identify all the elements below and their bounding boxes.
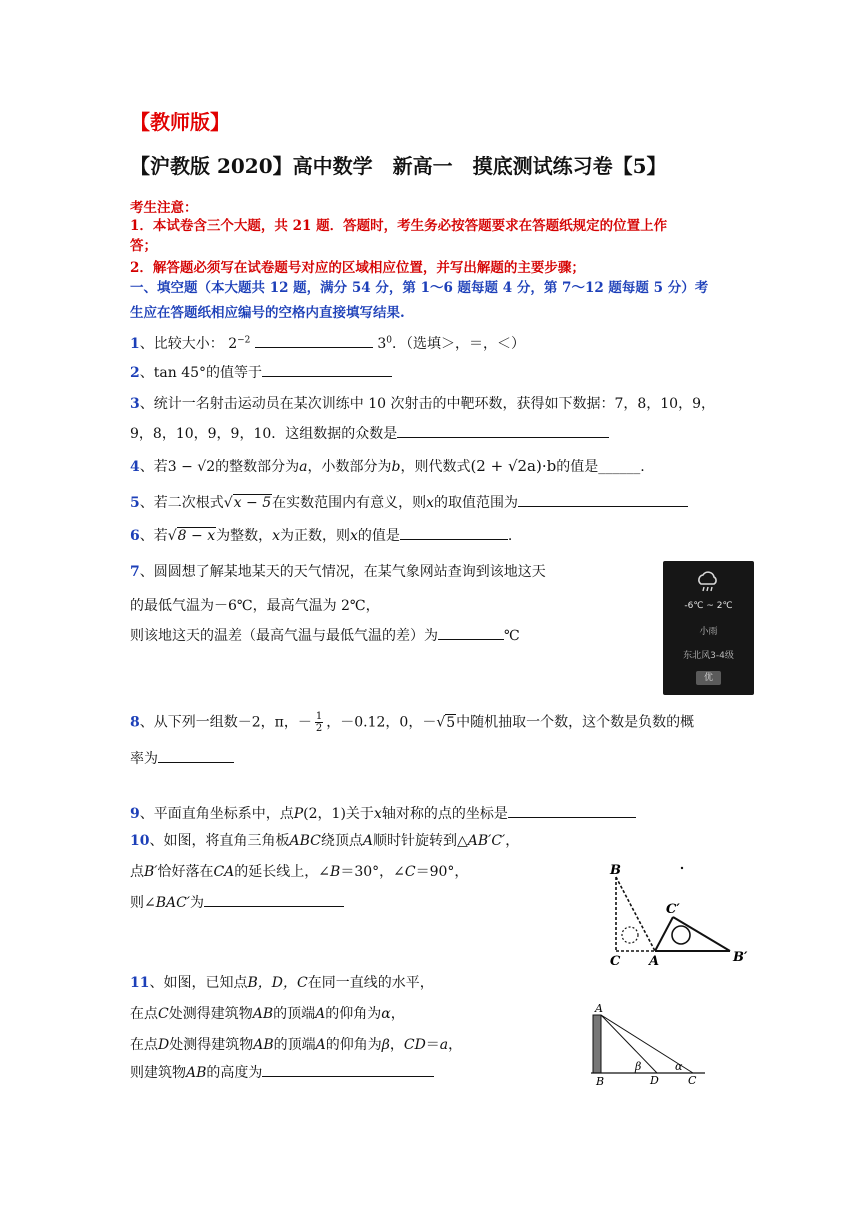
q4-var-a: a <box>299 459 308 475</box>
answer-blank-8[interactable] <box>158 748 234 763</box>
notice-line-2: 2．解答题必须写在试卷题号对应的区域相应位置，并写出解题的主要步骤； <box>130 260 585 276</box>
edition-label: 【教师版】 <box>130 110 230 134</box>
q1-base-2: 3 <box>377 336 387 352</box>
q11-text: ＝ <box>425 1037 440 1053</box>
question-5: 5、若二次根式√x − 5在实数范围内有意义，则x的取值范围为 <box>130 492 688 512</box>
q4-var-b: b <box>391 459 401 475</box>
q1-power-1 <box>228 336 250 352</box>
answer-blank-5[interactable] <box>518 492 688 507</box>
q9-text-c: 轴对称的点的坐标是 <box>381 806 508 822</box>
q5-text-b: 在实数范围内有意义，则 <box>272 495 427 511</box>
q11-var: A <box>315 1006 326 1022</box>
section-heading-line-1: 一、填空题（本大题共 12 题，满分 54 分，第 1～6 题每题 4 分，第 7～12 题每题 5 分）考 <box>130 280 709 296</box>
q6-text-b: 为整数， <box>216 528 273 544</box>
question-number: 2 <box>130 365 140 381</box>
q11-text: 的仰角为 <box>325 1006 382 1022</box>
question-8-cont <box>130 748 234 768</box>
q10-segment-ca: CA <box>213 864 235 880</box>
answer-blank-3[interactable] <box>397 423 609 438</box>
q8-fraction <box>315 711 323 734</box>
q10-angle-bac: BAC′ <box>155 895 191 911</box>
answer-blank-2[interactable] <box>262 362 392 377</box>
notice-line-1: 1．本试卷含三个大题，共 21 题．答题时，考生务必按答题要求在答题纸规定的位置上作 <box>130 218 668 234</box>
q9-point: P <box>293 806 304 822</box>
question-number: 4 <box>130 459 140 475</box>
q8-text-a: 、从下列一组数－2，π，－ <box>139 714 312 731</box>
q11-text: 的高度为 <box>206 1065 263 1081</box>
question-11-line-2 <box>130 1003 405 1023</box>
fig11-label-beta: β <box>635 1060 642 1073</box>
q7-unit: ℃ <box>504 628 520 644</box>
air-quality-badge[interactable]: 优 <box>696 671 721 685</box>
q10-angle-b: B <box>330 864 341 880</box>
question-3 <box>130 393 715 413</box>
q8-sqrt: 5 <box>446 714 456 731</box>
q4-text-b: 的整数部分为 <box>215 459 300 475</box>
q11-var: a <box>439 1037 449 1053</box>
q5-text-a: 、若二次根式 <box>139 495 224 511</box>
question-number: 8 <box>130 714 140 731</box>
q2-text-a: 、 <box>139 365 154 381</box>
notice-line-1-cont: 答； <box>130 238 157 254</box>
q1-exp-1: −2 <box>237 335 251 346</box>
question-6: 6、若√8 − x为整数，x为正数，则x的值是 . <box>130 525 512 545</box>
fig10-label-c: C <box>610 954 621 969</box>
q4-expression-2: (2 + √2a)·b <box>470 457 557 475</box>
q5-radicand: x − 5 <box>233 495 272 511</box>
q4-text-a: 、若 <box>139 459 168 475</box>
q1-base-1: 2 <box>228 336 238 352</box>
q4-text-d: ，则代数式 <box>400 459 471 475</box>
fig11-label-b: B <box>596 1075 605 1088</box>
q9-text-b: 关于 <box>345 806 374 822</box>
question-10-line-2 <box>130 861 468 881</box>
q6-radicand: 8 − x <box>177 528 216 544</box>
fig11-label-a: A <box>595 1002 603 1015</box>
q8-text-c: 中随机抽取一个数，这个数是负数的概 <box>456 714 695 731</box>
q10-text-b: 绕顶点 <box>320 833 363 849</box>
question-10 <box>130 830 519 850</box>
q11-text: 在点 <box>130 1037 158 1053</box>
weather-temperature: -6℃ ~ 2℃ <box>684 601 733 611</box>
q1-text: 、比较大小： <box>139 336 224 352</box>
q3-line-1: 、统计一名射击运动员在某次训练中 10 次射击的中靶环数，获得如下数据：7，8，10，9， <box>139 396 715 412</box>
question-11-line-4 <box>130 1062 434 1082</box>
q6-var-x: x <box>272 528 281 544</box>
question-4 <box>130 456 645 476</box>
notice-heading: 考生注意： <box>130 200 198 216</box>
question-number: 5 <box>130 495 140 511</box>
question-number: 6 <box>130 528 140 544</box>
question-number: 11 <box>130 975 150 991</box>
q11-text: 的顶端 <box>273 1037 316 1053</box>
weather-condition: 小雨 <box>699 627 718 637</box>
q10-vertex-a: A <box>362 833 373 849</box>
answer-blank-1[interactable] <box>255 333 373 348</box>
q6-var-x-2: x <box>350 528 358 544</box>
fig10-dot <box>681 867 683 869</box>
question-number: 1 <box>130 336 140 352</box>
q4-text-c: ，小数部分为 <box>307 459 392 475</box>
q3-line-2: 9，8，10，9，9，10．这组数据的众数是 <box>130 426 398 442</box>
fraction-numerator: 1 <box>315 711 323 722</box>
question-3-cont <box>130 423 609 443</box>
q11-var: α <box>381 1006 391 1022</box>
q7-line-1: 、圆圆想了解某地某天的天气情况，在某气象网站查询到该地这天 <box>139 564 546 580</box>
q10-text: 恰好落在 <box>157 864 214 880</box>
question-11-line-3 <box>130 1034 462 1054</box>
q11-text: ， <box>448 1037 463 1053</box>
q11-var: C <box>158 1006 169 1022</box>
q5-var-x: x <box>426 495 435 511</box>
q11-var: CD <box>403 1037 426 1053</box>
q10-text-d: ， <box>505 833 520 849</box>
q6-text-d: 的值是 <box>357 528 400 544</box>
fraction-denominator: 2 <box>315 723 323 734</box>
q11-text: 在点 <box>130 1006 158 1022</box>
q11-text: 处测得建筑物 <box>168 1006 253 1022</box>
question-number: 3 <box>130 396 140 412</box>
question-7 <box>130 561 546 581</box>
figure-11-elevation <box>585 1000 715 1092</box>
q4-text-e: 的值是______. <box>556 459 645 475</box>
fig10-label-a: A <box>649 954 660 969</box>
question-number: 9 <box>130 806 140 822</box>
q8-line-2: 率为 <box>130 751 158 767</box>
document-title: 【沪教版 2020】高中数学 新高一 摸底测试练习卷【5】 <box>130 154 667 178</box>
answer-blank-11[interactable] <box>262 1062 434 1077</box>
q11-text: ， <box>390 1006 405 1022</box>
fig10-label-b: B <box>610 863 621 878</box>
question-2 <box>130 362 392 382</box>
fig11-building <box>593 1015 601 1073</box>
question-11 <box>130 972 434 992</box>
q10-text-c: 顺时针旋转到△ <box>372 833 468 849</box>
question-number: 10 <box>130 833 150 849</box>
q6-text-c: 为正数，则 <box>280 528 351 544</box>
q6-text-a: 、若 <box>139 528 168 544</box>
question-8: 8、从下列一组数－2，π，－ $\frac{1}{2}$ ，－0.12，0，－√5中随机抽取一个数，这个数是负数的概 <box>130 711 695 734</box>
weather-wind: 东北风3-4级 <box>683 651 734 661</box>
q1-exp-2: 0 <box>386 335 392 346</box>
q1-power-2 <box>377 336 392 352</box>
q2-text-b: 的值等于 <box>206 365 263 381</box>
question-9 <box>130 803 636 823</box>
q8-text-b: ，－0.12，0，－ <box>326 714 437 731</box>
answer-blank-10[interactable] <box>204 892 344 907</box>
q10-angle-c: C <box>404 864 416 880</box>
q9-var-x: x <box>373 806 382 822</box>
q11-text: 在同一直线的水平， <box>307 975 434 991</box>
fig11-label-c: C <box>688 1074 697 1087</box>
q11-text: ， <box>389 1037 404 1053</box>
answer-blank-7[interactable] <box>438 625 504 640</box>
question-7-line-3 <box>130 625 520 645</box>
q1-text-b: ．（选填＞，＝，＜） <box>391 336 525 352</box>
q10-point-bp: B′ <box>144 864 158 880</box>
section-heading-line-2: 生应在答题纸相应编号的空格内直接填写结果. <box>130 305 405 321</box>
q4-expression: 3 − √2 <box>167 459 216 475</box>
q11-var: A <box>315 1037 326 1053</box>
figure-10-triangles <box>600 855 780 970</box>
question-number: 7 <box>130 564 140 580</box>
q11-text: 的顶端 <box>273 1006 316 1022</box>
q6-text-e: . <box>507 528 513 544</box>
q9-text-a: 、平面直角坐标系中，点 <box>139 806 294 822</box>
q10-text: 的延长线上，∠ <box>234 864 331 880</box>
q11-var: D <box>158 1037 170 1053</box>
question-10-line-3 <box>130 892 344 912</box>
question-1 <box>130 333 525 353</box>
fig10-label-cp: C′ <box>666 902 680 917</box>
q11-points: B，D，C <box>247 975 308 991</box>
q11-text: 、如图，已知点 <box>149 975 248 991</box>
q10-text: 为 <box>190 895 205 911</box>
fig11-label-d: D <box>650 1074 659 1087</box>
q11-var: β <box>381 1037 390 1053</box>
q11-var: AB <box>252 1006 274 1022</box>
q7-line-3: 则该地这天的温差（最高气温与最低气温的差）为 <box>130 628 438 644</box>
q5-text-c: 的取值范围为 <box>434 495 519 511</box>
q9-coordinates: (2，1) <box>303 806 346 822</box>
q10-text: ＝90°， <box>415 864 469 880</box>
fig10-label-bp: B′ <box>733 950 748 965</box>
rain-cloud-icon <box>695 569 721 595</box>
q11-text: 则建筑物 <box>130 1065 186 1081</box>
q10-text-a: 、如图，将直角三角板 <box>149 833 290 849</box>
q11-text: 的仰角为 <box>325 1037 382 1053</box>
q11-var: AB <box>253 1037 274 1053</box>
fig11-label-alpha: α <box>675 1060 683 1073</box>
weather-widget <box>663 561 754 695</box>
q2-math: tan 45° <box>153 365 207 381</box>
q10-text: 点 <box>130 864 144 880</box>
question-7-line-2: 的最低气温为－6℃，最高气温为 2℃， <box>130 598 380 614</box>
answer-blank-6[interactable] <box>400 525 508 540</box>
q10-text: 则∠ <box>130 895 156 911</box>
q10-triangle-2: AB′C′ <box>467 833 506 849</box>
q10-text: ＝30°，∠ <box>340 864 405 880</box>
q11-var: AB <box>186 1065 207 1081</box>
q10-triangle: ABC <box>289 833 321 849</box>
q11-text: 处测得建筑物 <box>169 1037 254 1053</box>
answer-blank-9[interactable] <box>508 803 636 818</box>
